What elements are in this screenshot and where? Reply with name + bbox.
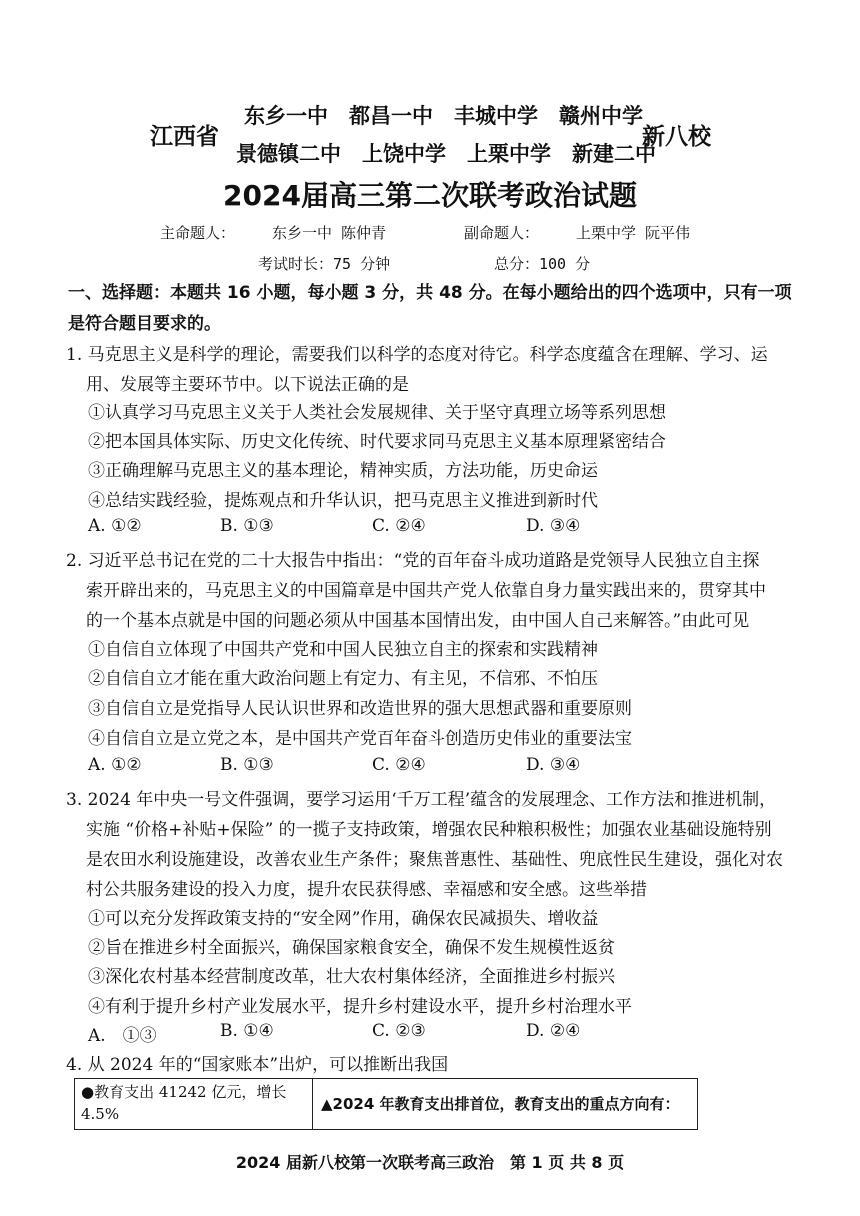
q3-choice-b: B. ①④ bbox=[220, 1021, 274, 1041]
q4-stem-line: 4. 从 2024 年的“国家账本”出炉，可以推断出我国 bbox=[66, 1055, 449, 1075]
q3-stem-line: 是农田水利设施建设，改善农业生产条件；聚焦普惠性、基础性、兜底性民生建设，强化对农 bbox=[86, 850, 783, 870]
q3-choice-c: C. ②③ bbox=[372, 1021, 426, 1041]
q2-stem-line: 2. 习近平总书记在党的二十大报告中指出：“党的百年奋斗成功道路是党领导人民独立自主探 bbox=[66, 551, 760, 571]
q1-stem-line: 1. 马克思主义是科学的理论，需要我们以科学的态度对待它。科学态度蕴含在理解、学习、运 bbox=[66, 345, 768, 365]
q3-stem-line: 村公共服务建设的投入力度，提升农民获得感、幸福感和安全感。这些举措 bbox=[86, 880, 647, 900]
q1-choice-b: B. ①③ bbox=[220, 516, 274, 536]
budget-table-right-cell: ▲2024 年教育支出排首位，教育支出的重点方向有： bbox=[321, 1095, 680, 1113]
q3-option: ③深化农村基本经营制度改革，壮大农村集体经济，全面推进乡村振兴 bbox=[88, 967, 615, 987]
deputy-author-name: 上栗中学 阮平伟 bbox=[576, 224, 691, 242]
q3-option: ②旨在推进乡村全面振兴，确保国家粮食安全，确保不发生规模性返贫 bbox=[88, 938, 615, 958]
q2-choice-b: B. ①③ bbox=[220, 755, 274, 775]
q2-option: ②自信自立才能在重大政治问题上有定力、有主见，不信邪、不怕压 bbox=[88, 669, 598, 689]
q1-choice-c: C. ②④ bbox=[372, 516, 426, 536]
header-brand: 新八校 bbox=[642, 124, 711, 150]
q3-stem-line: 3. 2024 年中央一号文件强调，要学习运用‘千万工程’蕴含的发展理念、工作方法和推进机制， bbox=[66, 790, 777, 810]
budget-table bbox=[74, 1078, 698, 1130]
q2-stem-line: 的一个基本点就是中国的问题必须从中国基本国情出发，由中国人自己来解答。”由此可见 bbox=[86, 611, 750, 631]
header-schools-row1: 东乡一中 都昌一中 丰城中学 赣州中学 bbox=[244, 104, 643, 128]
exam-total-score: 总分：100 分 bbox=[494, 255, 591, 273]
chief-author-name: 东乡一中 陈仲青 bbox=[272, 224, 387, 242]
q1-option: ④总结实践经验，提炼观点和升华认识，把马克思主义推进到新时代 bbox=[88, 491, 598, 511]
deputy-author-label: 副命题人： bbox=[464, 224, 540, 242]
q2-choice-a: A. ①② bbox=[88, 755, 142, 775]
q3-option: ④有利于提升乡村产业发展水平，提升乡村建设水平，提升乡村治理水平 bbox=[88, 997, 632, 1017]
q3-choice-a: A. ①③ bbox=[88, 1026, 157, 1046]
q3-stem-line: 实施 “价格+补贴+保险” 的一揽子支持政策，增强农民种粮积极性；加强农业基础设施特别 bbox=[86, 820, 772, 840]
q2-option: ④自信自立是立党之本，是中国共产党百年奋斗创造历史伟业的重要法宝 bbox=[88, 729, 632, 749]
q3-option: ①可以充分发挥政策支持的“安全网”作用，确保农民减损失、增收益 bbox=[88, 909, 599, 929]
page-footer: 2024 届新八校第一次联考高三政治 第 1 页 共 8 页 bbox=[235, 1153, 625, 1172]
q1-option: ②把本国具体实际、历史文化传统、时代要求同马克思主义基本原理紧密结合 bbox=[88, 432, 666, 452]
header-schools-row2: 景德镇二中 上饶中学 上栗中学 新建二中 bbox=[236, 142, 656, 166]
q1-option: ③正确理解马克思主义的基本理论，精神实质，方法功能，历史命运 bbox=[88, 461, 598, 481]
chief-author-label: 主命题人： bbox=[160, 224, 236, 242]
header-province: 江西省 bbox=[150, 124, 219, 150]
budget-table-left-cell: ●教育支出 41242 亿元，增长 4.5% bbox=[75, 1079, 313, 1129]
q2-option: ③自信自立是党指导人民认识世界和改造世界的强大思想武器和重要原则 bbox=[88, 699, 632, 719]
exam-duration: 考试时长：75 分钟 bbox=[258, 255, 391, 273]
q3-choice-d: D. ②④ bbox=[526, 1021, 581, 1041]
q2-option: ①自信自立体现了中国共产党和中国人民独立自主的探索和实践精神 bbox=[88, 640, 598, 660]
q1-choice-d: D. ③④ bbox=[526, 516, 581, 536]
q2-choice-d: D. ③④ bbox=[526, 755, 581, 775]
q2-choice-c: C. ②④ bbox=[372, 755, 426, 775]
q1-stem-line: 用、发展等主要环节中。以下说法正确的是 bbox=[86, 375, 409, 395]
q1-choice-a: A. ①② bbox=[88, 516, 142, 536]
section-instructions: 一、选择题：本题共 16 小题，每小题 3 分，共 48 分。在每小题给出的四个选项中，只有一项是符合题目要求的。 bbox=[68, 283, 792, 334]
q1-option: ①认真学习马克思主义关于人类社会发展规律、关于坚守真理立场等系列思想 bbox=[88, 403, 666, 423]
q2-stem-line: 索开辟出来的，马克思主义的中国篇章是中国共产党人依靠自身力量实践出来的，贯穿其中 bbox=[86, 581, 766, 601]
exam-title: 2024届高三第二次联考政治试题 bbox=[223, 179, 637, 212]
